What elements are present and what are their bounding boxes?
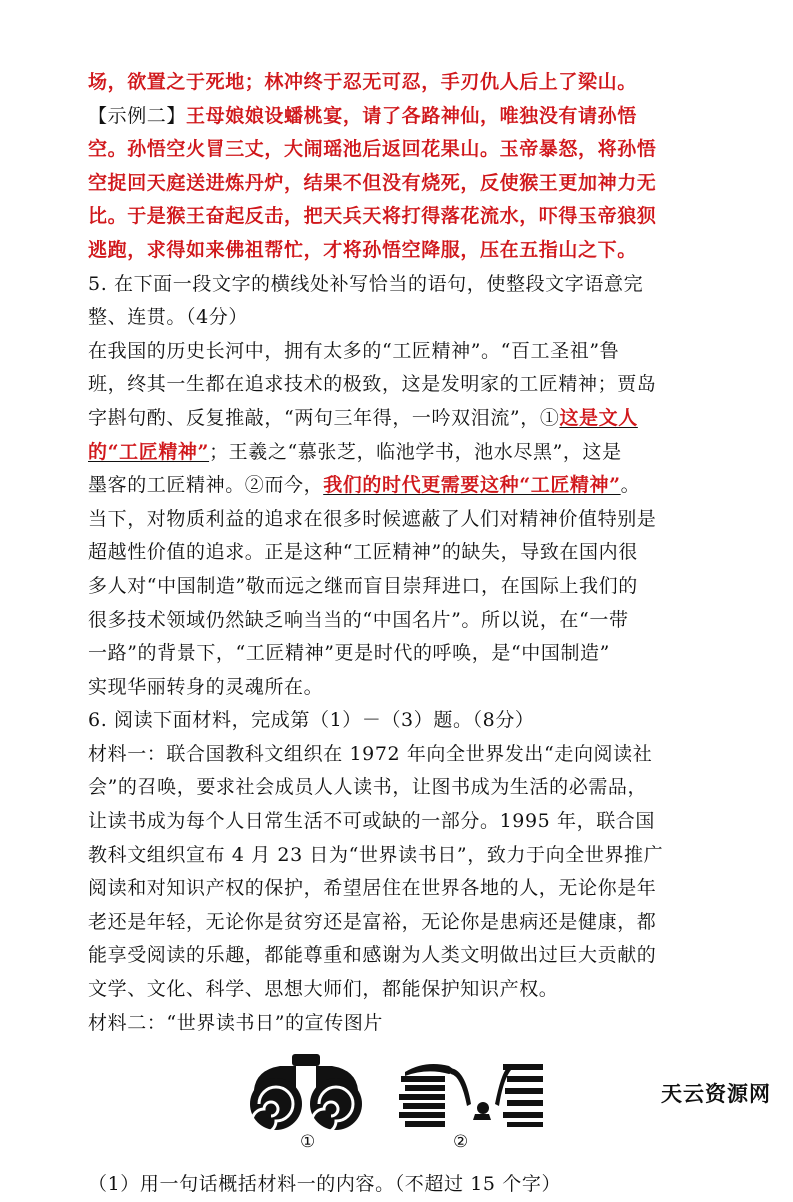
material-line: 材料一：联合国教科文组织在 1972 年向全世界发出“走向阅读社 — [88, 742, 653, 765]
material-line: 能享受阅读的乐趣，都能尊重和感谢为人类文明做出过巨大贡献的 — [88, 944, 657, 967]
material-line: 老还是年轻，无论你是贫穷还是富裕，无论你是患病还是健康，都 — [88, 910, 657, 933]
paragraph-line: 实现华丽转身的灵魂所在。 — [88, 675, 324, 698]
paragraph-line — [88, 469, 710, 503]
answer-blank-1-cont: 的“工匠精神” — [88, 440, 210, 463]
example-text: 王母娘娘设蟠桃宴，请了各路神仙，唯独没有请孙悟 — [186, 104, 637, 127]
answer-line: 空。孙悟空火冒三丈，大闹瑶池后返回花果山。玉帝暴怒，将孙悟 — [88, 138, 657, 161]
answer-line: 逃跑，求得如来佛祖帮忙，才将孙悟空降服，压在五指山之下。 — [88, 238, 637, 261]
paragraph-line — [88, 436, 710, 470]
subquestion-1: （1）用一句话概括材料一的内容。（不超过 15 个字） — [88, 1173, 562, 1196]
material-line: 教科文组织宣布 4 月 23 日为“世界读书日”，致力于向全世界推广 — [88, 843, 664, 866]
paragraph-line — [88, 402, 710, 436]
paragraph-text: 。 — [620, 474, 641, 497]
document-page — [88, 66, 710, 1202]
paragraph-line: 一路”的背景下，“工匠精神”更是时代的呼唤，是“中国制造” — [88, 642, 610, 665]
figure-label-2: ② — [453, 1132, 469, 1153]
material-line: 文学、文化、科学、思想大师们，都能保护知识产权。 — [88, 978, 559, 1001]
answer-line: 比。于是猴王奋起反击，把天兵天将打得落花流水，吓得玉帝狼狈 — [88, 205, 657, 228]
paragraph-line: 在我国的历史长河中，拥有太多的“工匠精神”。“百工圣祖”鲁 — [88, 339, 620, 362]
book-stack-reader-image — [399, 1054, 547, 1132]
example-label: 【示例二】 — [88, 104, 187, 127]
paragraph-line: 班，终其一生都在追求技术的极致，这是发明家的工匠精神；贾岛 — [88, 373, 657, 396]
question-6-heading: 6. 阅读下面材料，完成第（1）－（3）题。（8分） — [88, 709, 535, 732]
figure-label-1: ① — [300, 1132, 316, 1153]
poster-images — [88, 1050, 710, 1168]
binocular-scroll-image — [248, 1054, 364, 1132]
material-line: 会”的召唤，要求社会成员人人读书，让图书成为生活的必需品， — [88, 776, 648, 799]
material-two-heading: 材料二：“世界读书日”的宣传图片 — [88, 1011, 384, 1034]
answer-blank-2: 我们的时代更需要这种“工匠精神” — [323, 474, 621, 497]
question-5-heading-cont: 整、连贯。（4分） — [88, 306, 248, 329]
paragraph-text: 墨客的工匠精神。②而今， — [88, 474, 324, 497]
paragraph-line: 很多技术领域仍然缺乏响当当的“中国名片”。所以说，在“一带 — [88, 608, 629, 631]
paragraph-text: ；王羲之“慕张芝，临池学书，池水尽黑”，这是 — [209, 440, 622, 463]
answer-blank-1: 这是文人 — [559, 406, 638, 429]
question-5-heading: 5. 在下面一段文字的横线处补写恰当的语句，使整段文字语意完 — [88, 272, 644, 295]
paragraph-line: 当下，对物质利益的追求在很多时候遮蔽了人们对精神价值特别是 — [88, 507, 657, 530]
answer-line: 空捉回天庭送进炼丹炉，结果不但没有烧死，反使猴王更加神力无 — [88, 171, 657, 194]
material-line: 阅读和对知识产权的保护，希望居住在世界各地的人，无论你是年 — [88, 877, 657, 900]
paragraph-line: 超越性价值的追求。正是这种“工匠精神”的缺失，导致在国内很 — [88, 541, 638, 564]
material-line: 让读书成为每个人日常生活不可或缺的一部分。1995 年，联合国 — [88, 810, 655, 833]
example-line — [88, 100, 710, 134]
paragraph-line: 多人对“中国制造”敬而远之继而盲目崇拜进口，在国际上我们的 — [88, 574, 638, 597]
answer-line: 场，欲置之于死地；林冲终于忍无可忍，手刃仇人后上了梁山。 — [88, 71, 637, 93]
site-watermark: 天云资源网 — [661, 1082, 771, 1106]
paragraph-text: 字斟句酌、反复推敲，“两句三年得，一吟双泪流”，① — [88, 406, 560, 429]
